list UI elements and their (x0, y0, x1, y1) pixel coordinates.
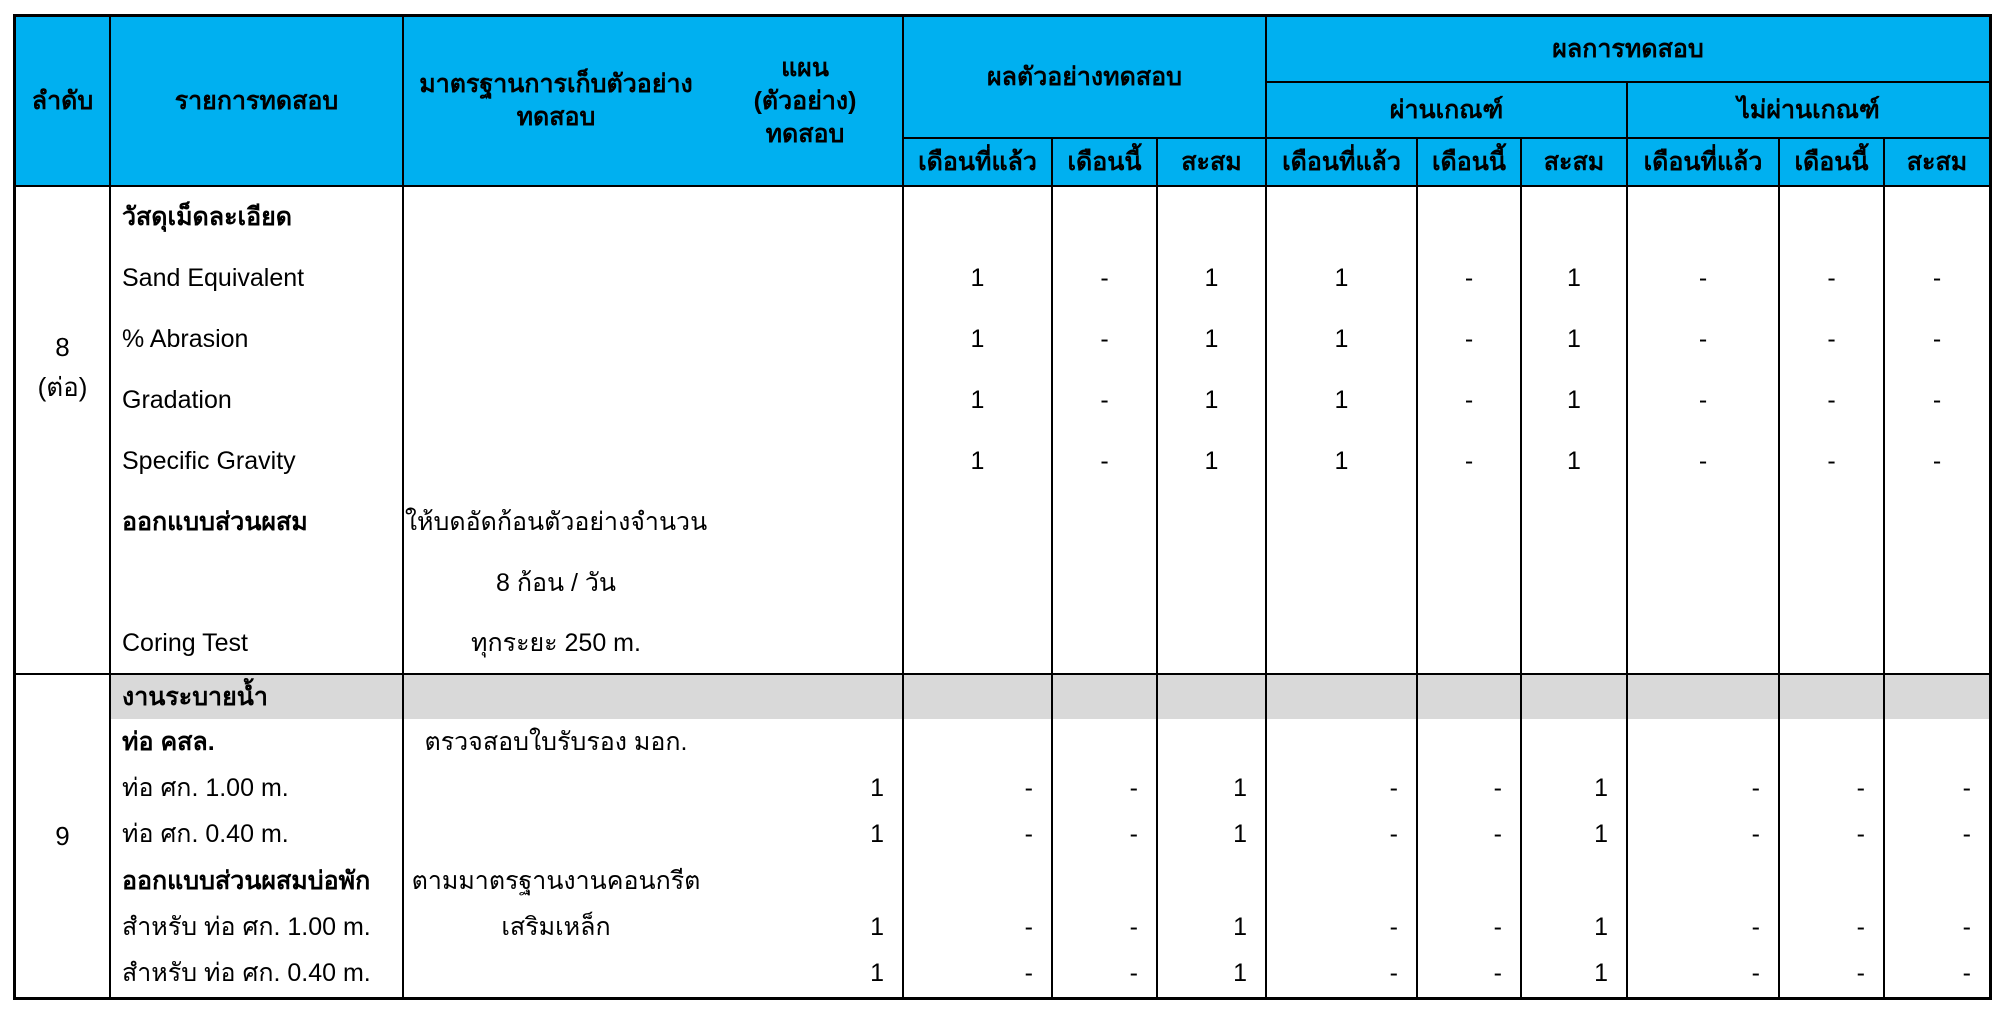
result-value-cell (1522, 492, 1628, 553)
test-item-cell: ออกแบบส่วนผสมบ่อพัก (111, 858, 404, 904)
result-value-cell (1053, 858, 1158, 904)
test-item-cell: Specific Gravity (111, 431, 404, 492)
result-value-cell: 1 (904, 370, 1053, 431)
result-value-cell: 1 (1522, 904, 1628, 950)
row-number-line: 9 (55, 820, 70, 851)
result-value-cell (1628, 553, 1780, 614)
col-header-this-month: เดือนนี้ (1418, 139, 1522, 187)
plan-value-cell (708, 309, 904, 370)
plan-value-cell (708, 187, 904, 248)
result-value-cell: 1 (1158, 370, 1267, 431)
result-value-cell: - (1962, 959, 1971, 988)
result-value-cell (1418, 614, 1522, 675)
standard-cell: ทุกระยะ 250 m. (404, 614, 708, 675)
row-number-line: (ต่อ) (37, 372, 88, 402)
result-value-cell (1267, 858, 1418, 904)
result-value-cell: 1 (1158, 904, 1267, 950)
standard-cell: 8 ก้อน / วัน (495, 569, 617, 597)
result-value-cell: - (1267, 904, 1418, 950)
result-value-cell (1418, 858, 1522, 904)
result-value-cell: 1 (1267, 431, 1418, 492)
result-value-cell (1522, 614, 1628, 675)
result-value-cell: 1 (1522, 248, 1628, 309)
result-value-cell: - (1780, 812, 1885, 858)
col-header-standard-line1: มาตรฐานการเก็บตัวอย่าง (419, 70, 693, 98)
result-value-cell (1418, 553, 1522, 614)
row-number-line: 8 (55, 331, 70, 362)
result-value-cell: - (1962, 773, 1971, 802)
result-value-cell: 1 (1267, 248, 1418, 309)
result-value-cell: - (1780, 309, 1885, 370)
row-number-cell (16, 187, 111, 675)
col-header-plan-line3: ทดสอบ (765, 119, 845, 148)
result-value-cell (1267, 614, 1418, 675)
result-value-cell: - (1053, 370, 1158, 431)
test-report-table (13, 14, 1992, 1000)
result-value-cell (1628, 858, 1780, 904)
result-value-cell: - (1418, 765, 1522, 811)
result-value-cell (1267, 719, 1418, 765)
col-header-standard (404, 17, 708, 187)
plan-value-cell (708, 431, 904, 492)
result-value-cell: - (1418, 951, 1522, 997)
result-value-cell: - (1053, 951, 1158, 997)
result-value-cell: 1 (1522, 370, 1628, 431)
result-value-cell: 1 (1522, 812, 1628, 858)
result-value-cell (1522, 858, 1628, 904)
plan-value-cell: 1 (708, 812, 904, 858)
test-item-cell: Sand Equivalent (111, 248, 404, 309)
col-header-pass: ผ่านเกณฑ์ (1267, 83, 1628, 139)
row-number-lines (38, 330, 88, 405)
result-value-cell (1628, 719, 1780, 765)
result-value-cell (1885, 187, 1989, 248)
result-value-cell: - (1628, 431, 1780, 492)
result-value-cell: 1 (1158, 248, 1267, 309)
test-item-cell: Gradation (111, 370, 404, 431)
plan-value-cell: 1 (708, 904, 904, 950)
col-header-cumulative: สะสม (1885, 139, 1989, 187)
result-value-cell (1780, 858, 1885, 904)
result-value-cell: 1 (1522, 431, 1628, 492)
standard-cell (404, 309, 708, 370)
section-band-cell (1267, 675, 1418, 719)
result-value-cell: 1 (1267, 370, 1418, 431)
result-value-cell (1522, 719, 1628, 765)
result-value-cell: 1 (1522, 951, 1628, 997)
result-value-cell (1522, 187, 1628, 248)
col-header-test-result: ผลการทดสอบ (1267, 17, 1989, 83)
result-value-cell: - (1267, 812, 1418, 858)
row-number-cell (16, 675, 111, 997)
standard-cell (404, 812, 708, 858)
result-value-cell: 1 (1158, 951, 1267, 997)
result-value-cell: 1 (904, 431, 1053, 492)
section-band-label: งานระบายน้ำ (111, 675, 404, 719)
test-item-cell: Coring Test (111, 614, 404, 675)
result-value-cell (904, 492, 1053, 553)
result-value-cell (1522, 553, 1628, 614)
plan-value-cell: 1 (708, 765, 904, 811)
result-value-cell: - (1780, 904, 1885, 950)
result-value-cell: - (1267, 951, 1418, 997)
result-value-cell (1267, 187, 1418, 248)
result-value-cell (1780, 553, 1885, 614)
col-header-plan-line2: (ตัวอย่าง) (753, 86, 857, 115)
col-header-last-month: เดือนที่แล้ว (1628, 139, 1780, 187)
result-value-cell: - (1780, 951, 1885, 997)
result-value-cell (1885, 614, 1989, 675)
standard-cell (404, 248, 708, 309)
result-value-cell (1158, 187, 1267, 248)
result-value-cell (904, 553, 1053, 614)
result-value-cell: - (1962, 820, 1971, 849)
standard-cell (404, 187, 708, 248)
result-value-cell: - (1780, 370, 1885, 431)
result-value-cell (1628, 614, 1780, 675)
result-value-cell: - (1053, 765, 1158, 811)
plan-value-cell: 1 (708, 951, 904, 997)
standard-cell: ให้บดอัดก้อนตัวอย่างจำนวน (404, 508, 708, 536)
result-value-cell: - (1628, 951, 1780, 997)
result-value-cell: 1 (1158, 309, 1267, 370)
plan-value-cell (708, 553, 904, 614)
result-value-cell: 1 (904, 309, 1053, 370)
result-value-cell: 1 (1522, 309, 1628, 370)
section-band-cell (708, 675, 904, 719)
plan-value-cell (708, 370, 904, 431)
result-value-cell (1267, 553, 1418, 614)
result-value-cell (1158, 553, 1267, 614)
test-item-cell: ท่อ ศก. 0.40 m. (111, 812, 404, 858)
result-value-cell: - (1628, 309, 1780, 370)
result-value-cell: - (1780, 248, 1885, 309)
col-header-standard-line2: ทดสอบ (516, 103, 596, 131)
plan-value-cell (708, 248, 904, 309)
result-value-cell: - (1780, 765, 1885, 811)
result-value-cell (1780, 719, 1885, 765)
col-header-sample-result: ผลตัวอย่างทดสอบ (904, 17, 1267, 139)
col-header-plan-line1: แผน (781, 53, 829, 82)
plan-value-cell (708, 719, 904, 765)
result-value-cell (1780, 187, 1885, 248)
test-item-cell: สำหรับ ท่อ ศก. 0.40 m. (111, 951, 404, 997)
result-value-cell: - (1628, 370, 1780, 431)
test-item-cell: สำหรับ ท่อ ศก. 1.00 m. (111, 904, 404, 950)
result-value-cell: - (904, 812, 1053, 858)
section-band-cell (1628, 675, 1780, 719)
col-header-item: รายการทดสอบ (111, 17, 404, 187)
plan-value-cell (708, 858, 904, 904)
result-value-cell (1885, 553, 1989, 614)
result-value-cell: 1 (1522, 765, 1628, 811)
section-band-cell (404, 675, 708, 719)
col-header-plan (708, 17, 904, 187)
col-header-last-month: เดือนที่แล้ว (904, 139, 1053, 187)
result-value-cell (1053, 187, 1158, 248)
result-value-cell (1418, 492, 1522, 553)
col-header-no: ลำดับ (16, 17, 111, 187)
col-header-fail: ไม่ผ่านเกณฑ์ (1628, 83, 1989, 139)
result-value-cell (1158, 614, 1267, 675)
result-value-cell: - (1053, 309, 1158, 370)
test-item-cell: วัสดุเม็ดละเอียด (111, 187, 404, 248)
section-band-cell (1418, 675, 1522, 719)
result-value-cell (1053, 492, 1158, 553)
result-value-cell: - (1932, 386, 1942, 414)
result-value-cell: 1 (904, 248, 1053, 309)
test-item-cell: ท่อ คสล. (111, 719, 404, 765)
result-value-cell: - (1932, 325, 1942, 353)
plan-value-cell (708, 614, 904, 675)
result-value-cell (1885, 719, 1989, 765)
standard-cell (404, 765, 708, 811)
result-value-cell (1158, 858, 1267, 904)
result-value-cell (1418, 719, 1522, 765)
result-value-cell: 1 (1158, 765, 1267, 811)
section-band-cell (904, 675, 1053, 719)
result-value-cell (1628, 187, 1780, 248)
result-value-cell: - (1932, 447, 1942, 475)
standard-cell (404, 370, 708, 431)
test-item-cell (111, 553, 404, 614)
standard-cell (404, 951, 708, 997)
col-header-last-month: เดือนที่แล้ว (1267, 139, 1418, 187)
result-value-cell: - (1053, 812, 1158, 858)
section-band-cell (1158, 675, 1267, 719)
result-value-cell: - (904, 765, 1053, 811)
result-value-cell (1780, 614, 1885, 675)
result-value-cell: - (1418, 812, 1522, 858)
result-value-cell (1267, 492, 1418, 553)
standard-cell: ตรวจสอบใบรับรอง มอก. (424, 727, 688, 756)
section-band-cell (1522, 675, 1628, 719)
col-header-this-month: เดือนนี้ (1780, 139, 1885, 187)
result-value-cell: - (1418, 904, 1522, 950)
test-item-cell: % Abrasion (111, 309, 404, 370)
col-header-this-month: เดือนนี้ (1053, 139, 1158, 187)
result-value-cell: - (1418, 248, 1522, 309)
result-value-cell: - (904, 951, 1053, 997)
result-value-cell (1885, 492, 1989, 553)
result-value-cell: - (1628, 248, 1780, 309)
col-header-cumulative: สะสม (1158, 139, 1267, 187)
result-value-cell (1053, 719, 1158, 765)
result-value-cell: - (1628, 904, 1780, 950)
result-value-cell (904, 614, 1053, 675)
result-value-cell: - (1780, 431, 1885, 492)
result-value-cell (1053, 614, 1158, 675)
result-value-cell: - (1418, 309, 1522, 370)
result-value-cell: - (1053, 431, 1158, 492)
result-value-cell (1053, 553, 1158, 614)
result-value-cell: 1 (1158, 812, 1267, 858)
result-value-cell (904, 858, 1053, 904)
result-value-cell (1885, 858, 1989, 904)
result-value-cell: 1 (1158, 431, 1267, 492)
section-band-cell (1053, 675, 1158, 719)
result-value-cell: - (1053, 248, 1158, 309)
standard-cell: เสริมเหล็ก (501, 912, 611, 941)
result-value-cell: - (1932, 264, 1942, 292)
result-value-cell (1158, 492, 1267, 553)
test-item-cell: ออกแบบส่วนผสม (111, 492, 404, 553)
row-number-lines (55, 819, 69, 853)
result-value-cell (904, 719, 1053, 765)
section-band-cell (1780, 675, 1885, 719)
result-value-cell: - (1267, 765, 1418, 811)
standard-cell (404, 431, 708, 492)
result-value-cell: - (1628, 812, 1780, 858)
result-value-cell: 1 (1267, 309, 1418, 370)
result-value-cell: - (1962, 912, 1971, 941)
result-value-cell: - (904, 904, 1053, 950)
standard-cell: ตามมาตรฐานงานคอนกรีต (411, 866, 701, 895)
plan-value-cell (708, 492, 904, 553)
col-header-cumulative: สะสม (1522, 139, 1628, 187)
result-value-cell (1418, 187, 1522, 248)
section-band-cell (1885, 675, 1989, 719)
result-value-cell: - (1418, 370, 1522, 431)
result-value-cell: - (1628, 765, 1780, 811)
result-value-cell (1780, 492, 1885, 553)
result-value-cell (904, 187, 1053, 248)
test-item-cell: ท่อ ศก. 1.00 m. (111, 765, 404, 811)
result-value-cell (1158, 719, 1267, 765)
result-value-cell: - (1053, 904, 1158, 950)
result-value-cell: - (1418, 431, 1522, 492)
result-value-cell (1628, 492, 1780, 553)
